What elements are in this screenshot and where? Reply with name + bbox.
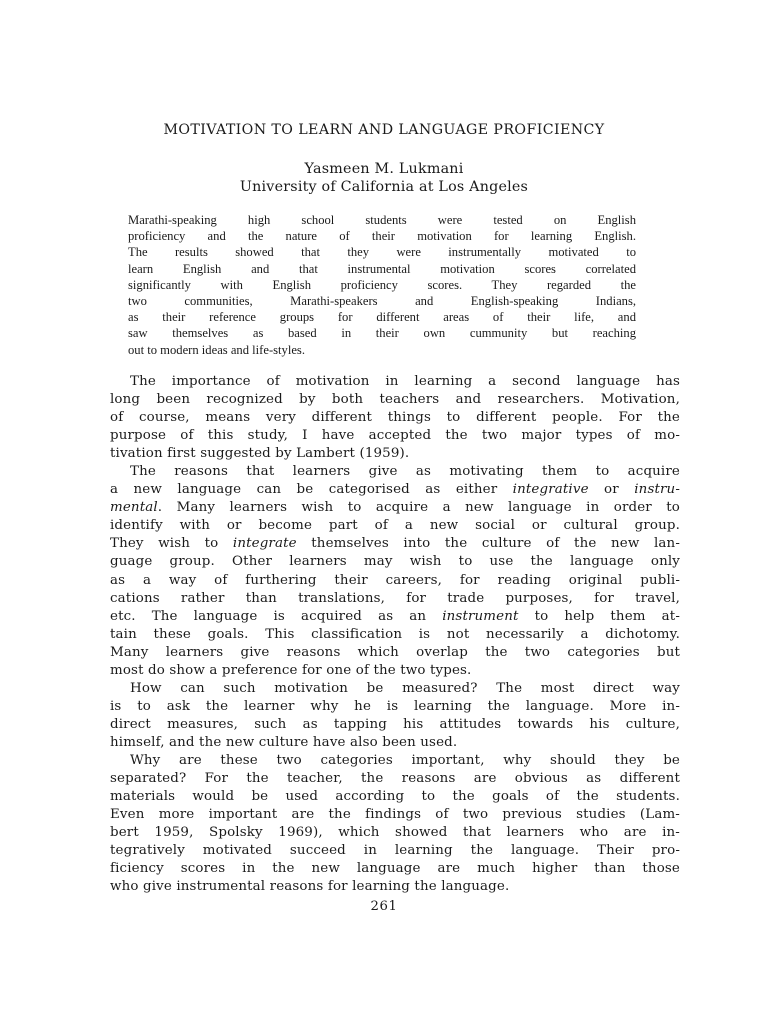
body-text-run: long been recognized by both teachers and researchers. Motivation, [110, 392, 680, 408]
emphasized-term: instru- [634, 482, 680, 498]
abstract-line: The results showed that they were instrumentally motivated to [128, 245, 636, 260]
abstract-line: significantly with English proficiency scores. They regarded the [128, 277, 636, 292]
emphasized-term: integrative [512, 482, 589, 498]
body-line [110, 824, 680, 842]
body-line [110, 788, 680, 806]
abstract-line: proficiency and the nature of their motivation for learning English. [128, 229, 636, 244]
body-text-run: The reasons that learners give as motivating them to acquire [130, 464, 680, 480]
abstract-line: saw themselves as based in their own cummunity but reaching [128, 326, 636, 341]
body-line [110, 553, 680, 571]
abstract-line: two communities, Marathi-speakers and English-speaking Indians, [128, 294, 636, 309]
body-line [110, 878, 680, 896]
body-text-run: themselves into the culture of the new lan- [296, 536, 680, 552]
body-text-run: guage group. Other learners may wish to use the language only [110, 554, 680, 570]
body-line [110, 806, 680, 824]
body-line [110, 481, 680, 499]
body-text-run: They wish to [110, 536, 233, 552]
abstract [128, 212, 636, 358]
body-text-run: identify with or become part of a new social or cultural group. [110, 518, 680, 534]
body-line [110, 409, 680, 427]
body-line [110, 373, 680, 391]
body-line [110, 662, 680, 680]
body-line [110, 499, 680, 517]
body-line [110, 427, 680, 445]
author-affiliation: University of California at Los Angeles [239, 179, 529, 195]
body-line [110, 445, 680, 463]
body-line [110, 698, 680, 716]
body-text-run: as a way of furthering their careers, for reading original publi- [110, 572, 680, 588]
body-line [110, 535, 680, 553]
body-text-run: Even more important are the findings of two previous studies (Lam- [110, 807, 680, 823]
body-text-run: himself, and the new culture have also been used. [110, 734, 458, 750]
body-line [110, 590, 680, 608]
abstract-line: Marathi-speaking high school students were tested on English [128, 213, 636, 227]
body-line [110, 770, 680, 788]
body-text-run: Many learners give reasons which overlap the two categories but [110, 644, 680, 660]
body-text-run: who give instrumental reasons for learning the language. [110, 879, 510, 895]
body-text-run: . Many learners wish to acquire a new language in order to [157, 500, 680, 516]
body-text-run: most do show a preference for one of the two types. [110, 662, 472, 678]
body-text-run: is to ask the learner why he is learning the language. More in- [110, 698, 680, 714]
body-line [110, 644, 680, 662]
body-line [110, 752, 680, 770]
emphasized-term: instrument [442, 608, 519, 624]
page-number: 261 [370, 899, 398, 914]
body-line [110, 608, 680, 626]
abstract-line: out to modern ideas and life-styles. [128, 342, 305, 357]
body-line [110, 391, 680, 409]
body-text-run: or [588, 482, 635, 498]
body-text-run: purpose of this study, I have accepted the two major types of mo- [110, 428, 680, 444]
body-text [110, 373, 680, 896]
body-line [110, 680, 680, 698]
body-text-run: The importance of motivation in learning a second language has [130, 374, 680, 389]
body-line [110, 463, 680, 481]
body-text-run: cations rather than translations, for trade purposes, for travel, [110, 590, 680, 606]
body-text-run: of course, means very different things to different people. For the [110, 410, 680, 426]
emphasized-term: integrate [232, 536, 297, 552]
body-text-run: tegratively motivated succeed in learning the language. Their pro- [110, 843, 680, 859]
body-line [110, 517, 680, 535]
body-text-run: to help them at- [518, 608, 680, 624]
body-text-run: tain these goals. This classification is not necessarily a dichotomy. [110, 626, 680, 642]
abstract-line: as their reference groups for different areas of their life, and [128, 310, 636, 325]
emphasized-term: mental [110, 500, 158, 516]
body-line [110, 860, 680, 878]
body-text-run: Why are these two categories important, why should they be [130, 752, 680, 768]
body-text-run: bert 1959, Spolsky 1969), which showed that learners who are in- [110, 825, 680, 841]
body-line [110, 716, 680, 734]
body-text-run: How can such motivation be measured? The most direct way [130, 680, 680, 696]
author-name: Yasmeen M. Lukmani [304, 161, 464, 177]
body-text-run: a new language can be categorised as either [110, 482, 513, 498]
paper-title: MOTIVATION TO LEARN AND LANGUAGE PROFICIENCY [163, 122, 605, 138]
body-line [110, 734, 680, 752]
body-line [110, 842, 680, 860]
body-line [110, 572, 680, 590]
body-text-run: ficiency scores in the new language are much higher than those [110, 861, 680, 877]
body-text-run: materials would be used according to the goals of the students. [110, 789, 680, 805]
body-text-run: tivation first suggested by Lambert (1959). [110, 446, 410, 462]
body-text-run: direct measures, such as tapping his attitudes towards his culture, [110, 716, 680, 732]
body-text-run: etc. The language is acquired as an [110, 608, 443, 624]
abstract-line: learn English and that instrumental motivation scores correlated [128, 261, 636, 276]
body-text-run: separated? For the teacher, the reasons are obvious as different [110, 771, 680, 787]
author-block [100, 160, 668, 196]
body-line [110, 626, 680, 644]
